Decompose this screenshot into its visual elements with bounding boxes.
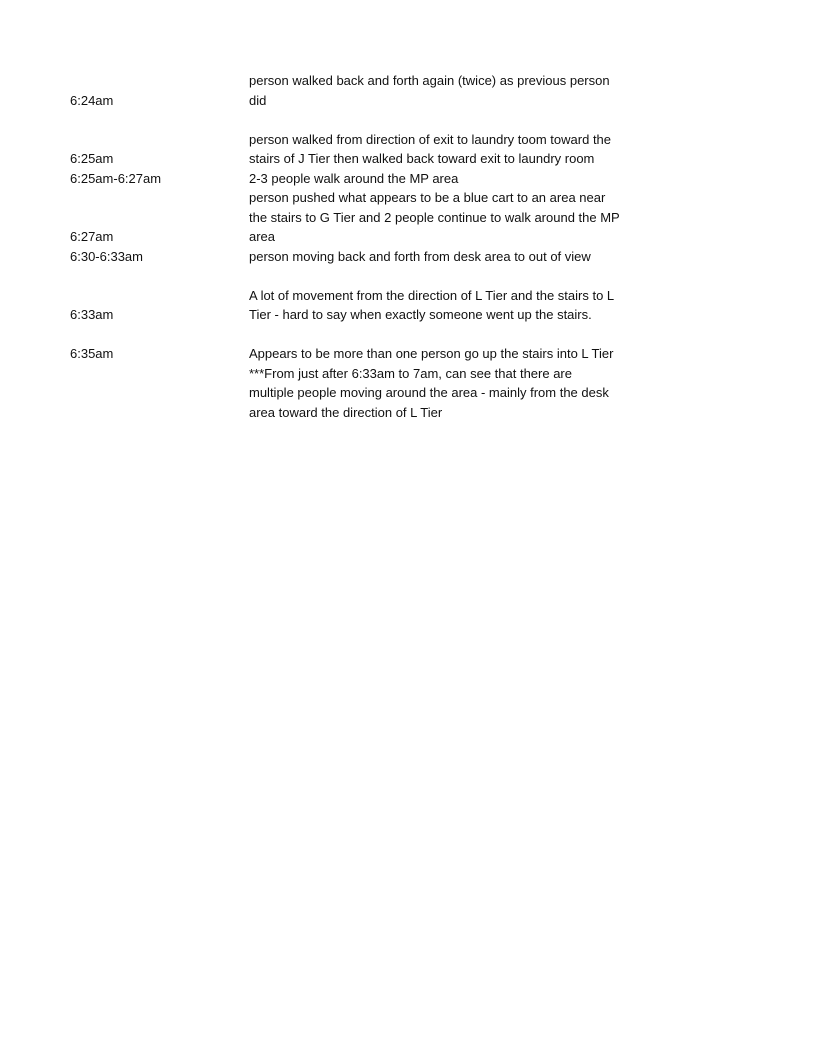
log-note-line: 2-3 people walk around the MP area bbox=[249, 170, 459, 186]
log-note-line: ***From just after 6:33am to 7am, can see that there are bbox=[249, 365, 572, 381]
log-note bbox=[249, 71, 644, 110]
log-note-line: A lot of movement from the direction of L Tier and the stairs to L bbox=[249, 287, 615, 303]
log-note-line: person moving back and forth from desk area to out of view bbox=[249, 248, 591, 264]
log-row bbox=[70, 344, 670, 364]
log-row bbox=[70, 188, 670, 247]
log-note bbox=[249, 286, 644, 325]
log-note-line: area toward the direction of L Tier bbox=[249, 404, 443, 420]
log-note bbox=[249, 130, 644, 169]
log-row bbox=[70, 71, 670, 110]
log-note bbox=[249, 188, 644, 247]
log-note-line: the stairs to G Tier and 2 people continue to walk around the MP bbox=[249, 209, 620, 225]
log-row bbox=[70, 169, 670, 189]
log-row bbox=[70, 364, 670, 423]
log-time: 6:30-6:33am bbox=[70, 248, 143, 264]
log-time: 6:25am-6:27am bbox=[70, 170, 162, 186]
event-log bbox=[70, 71, 670, 422]
log-time: 6:24am bbox=[70, 92, 114, 108]
log-time: 6:25am bbox=[70, 151, 114, 166]
log-note-line: Appears to be more than one person go up the stairs into L Tier bbox=[249, 346, 614, 361]
log-note-line: did bbox=[249, 92, 267, 108]
log-row bbox=[70, 286, 670, 325]
log-note-line: area bbox=[249, 229, 276, 244]
log-note-line: Tier - hard to say when exactly someone went up the stairs. bbox=[249, 307, 592, 322]
log-note bbox=[249, 364, 644, 423]
log-note bbox=[249, 344, 644, 364]
log-note-line: multiple people moving around the area - mainly from the desk bbox=[249, 385, 609, 400]
log-note bbox=[249, 169, 644, 189]
log-note-line: person pushed what appears to be a blue cart to an area near bbox=[249, 190, 606, 205]
log-time: 6:27am bbox=[70, 229, 114, 244]
log-note-line: stairs of J Tier then walked back toward exit to laundry room bbox=[249, 151, 595, 166]
log-note bbox=[249, 247, 644, 267]
log-row bbox=[70, 130, 670, 169]
log-note-line: person walked from direction of exit to laundry toom toward the bbox=[249, 131, 612, 147]
log-row bbox=[70, 247, 670, 267]
log-note-line: person walked back and forth again (twice) as previous person bbox=[249, 73, 610, 88]
log-time: 6:35am bbox=[70, 346, 114, 361]
log-time: 6:33am bbox=[70, 307, 114, 322]
